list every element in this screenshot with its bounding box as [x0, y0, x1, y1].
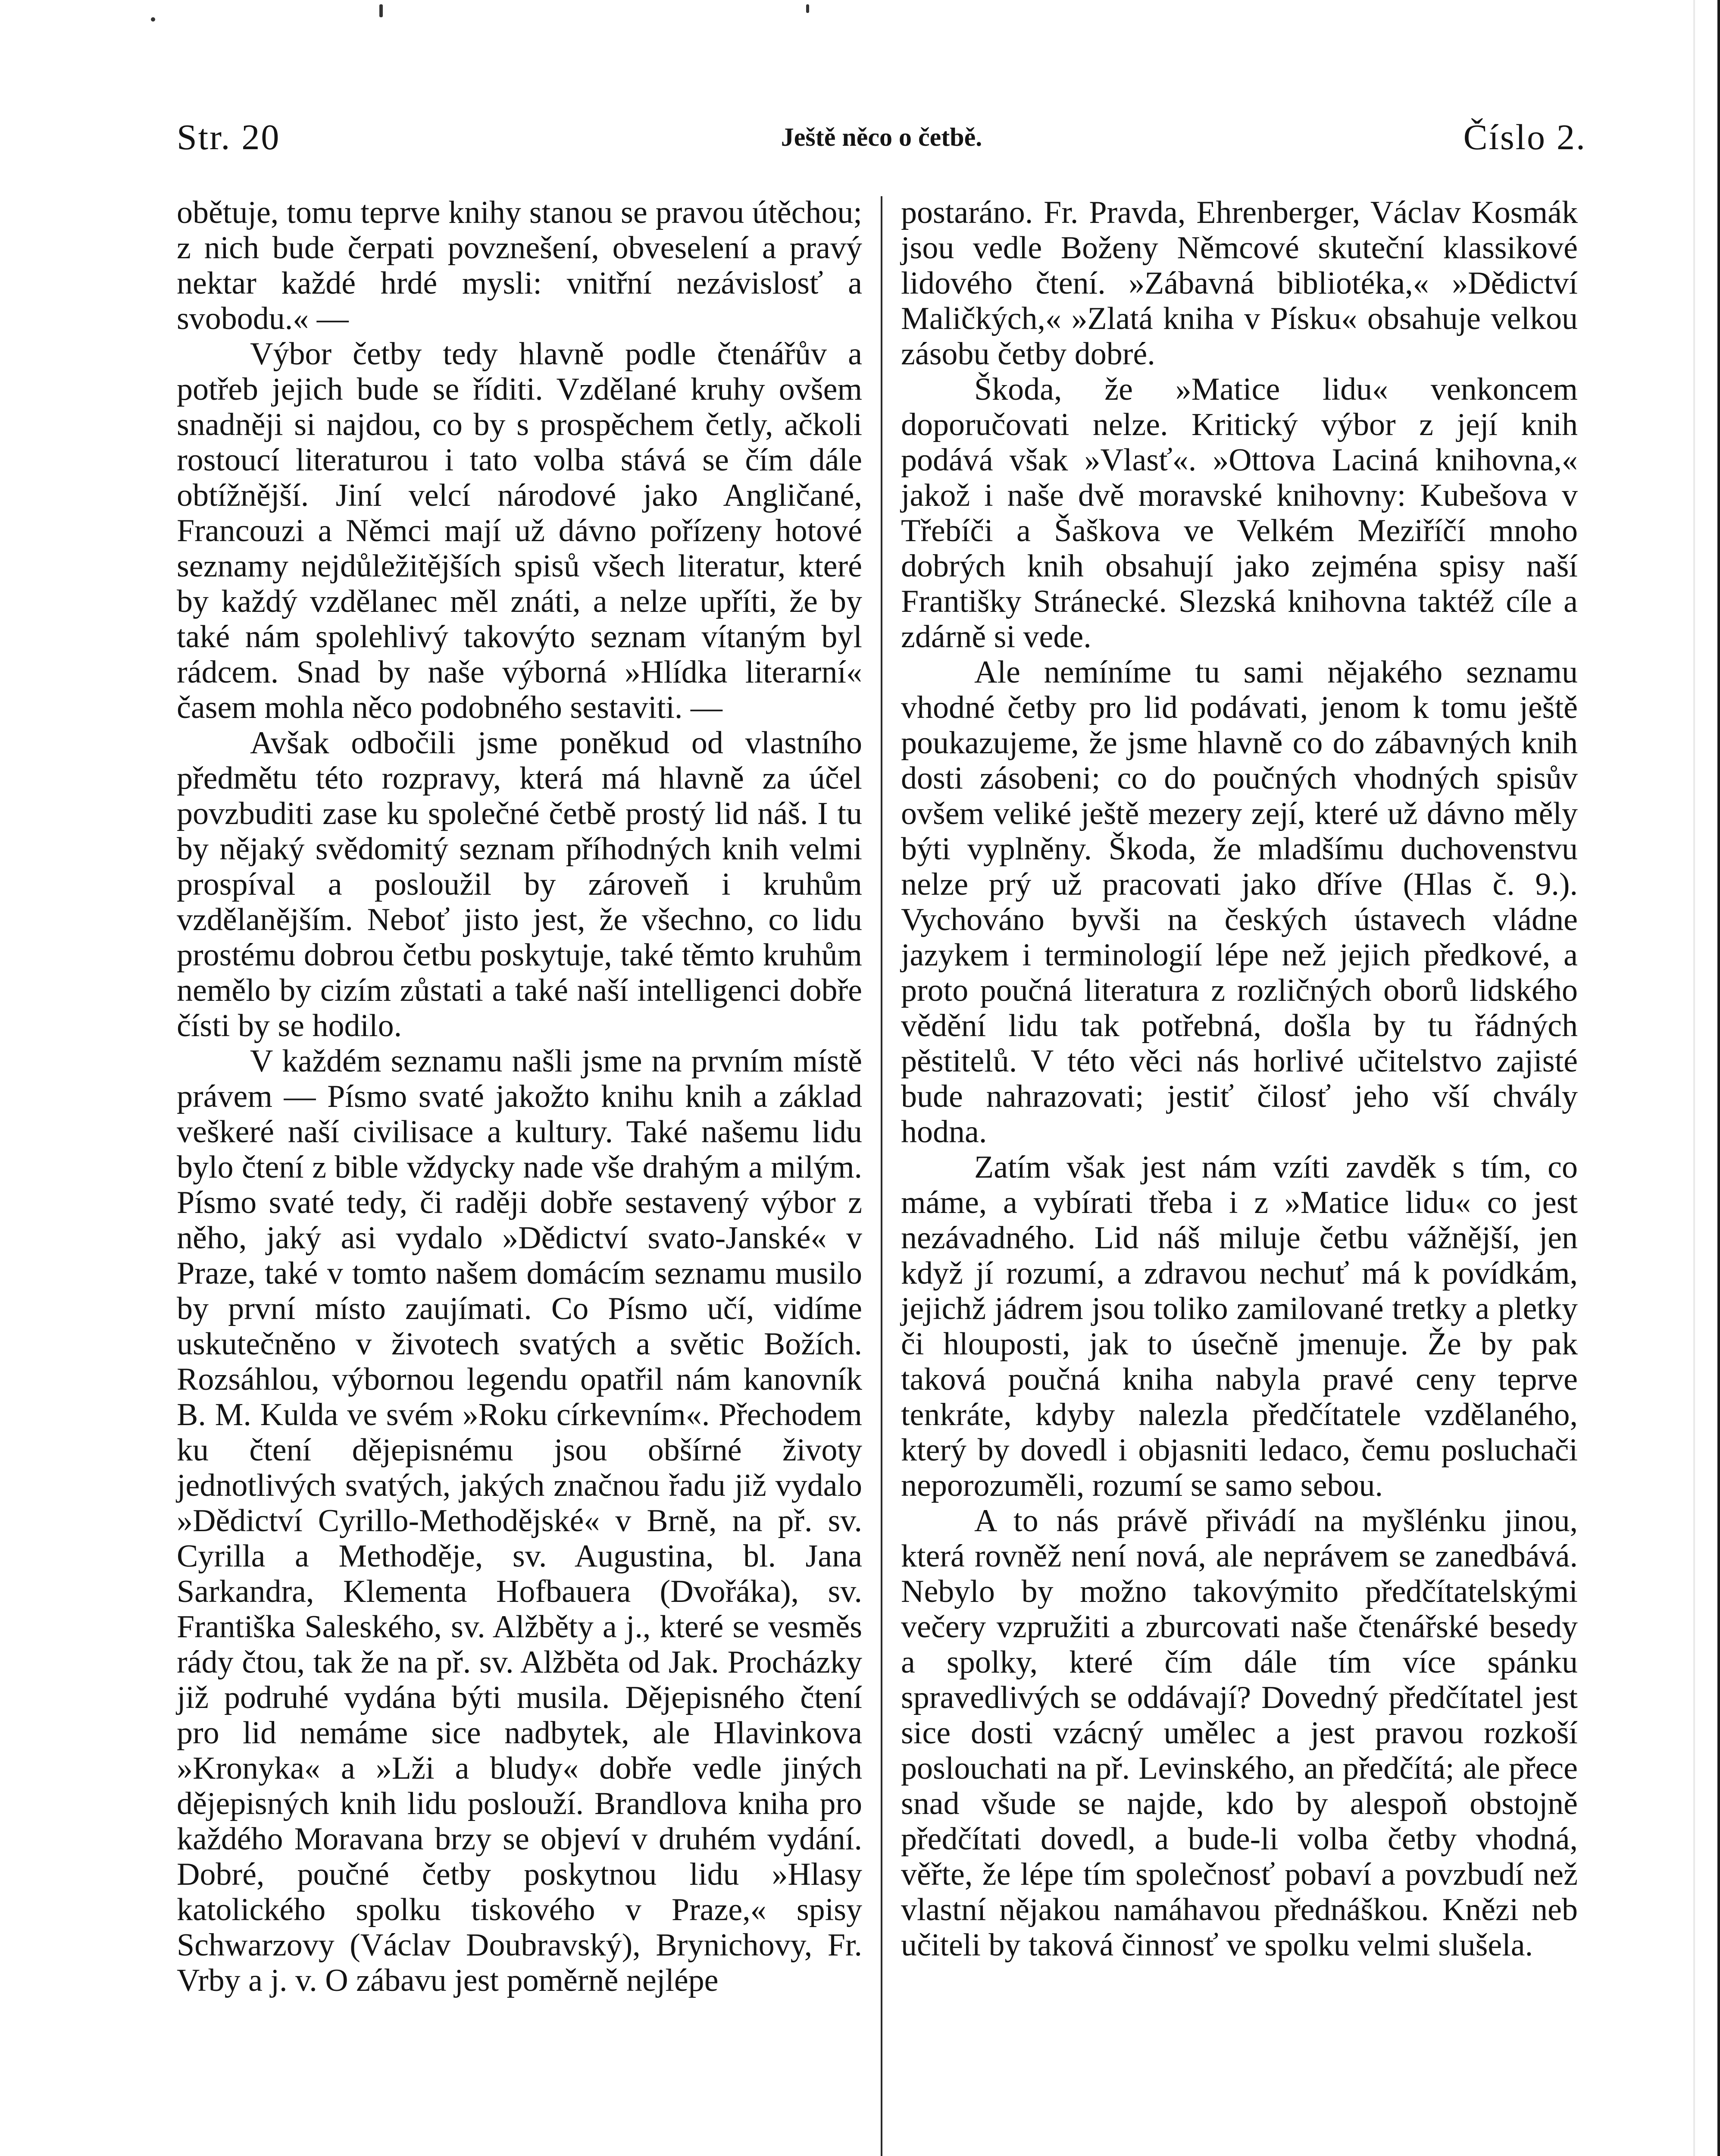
issue-number: Číslo 2.: [1463, 117, 1586, 157]
paragraph: Výbor četby tedy hlavně podle čtenářův a potřeb jejich bude se říditi. Vzdělané kruhy ovšem snadněji si najdou, co by s prospěchem četly, ačkoli rostoucí literaturou i tato volba stává se čím dále obtížnější. Jiní velcí národové jako Angličané, Francouzi a Němci mají už dávno pořízeny hotové seznamy nejdůležitějších spisů všech literatur, které by každý vzdělanec měl znáti, a nelze upříti, že by také nám spolehlivý takovýto seznam vítaným byl rádcem. Snad by naše výborná »Hlídka literarní« časem mohla něco podobného sestaviti. —: [177, 336, 862, 725]
running-title: Ještě něco o četbě.: [781, 123, 982, 151]
column-divider: [881, 196, 882, 2156]
paragraph: Ale nemíníme tu sami nějakého seznamu vhodné četby pro lid podávati, jenom k tomu ještě poukazujeme, že jsme hlavně co do zábavných knih dosti zásobeni; co do poučných vhodných spisův ovšem veliké ještě mezery zejí, které už dávno měly býti vyplněny. Škoda, že mladšímu duchovenstvu nelze prý už pracovati jako dříve (Hlas č. 9.). Vychováno byvši na českých ústavech vládne jazykem i terminologií lépe než jejich předkové, a proto poučná literatura z rozličných oborů lidského vědění lidu tak potřebná, došla by tu řádných pěstitelů. V této věci nás horlivé učitelstvo zajisté bude nahrazovati; jestiť čilosť jeho vší chvály hodna.: [901, 655, 1578, 1150]
page-header: [177, 116, 1586, 168]
paragraph: Škoda, že »Matice lidu« venkoncem doporučovati nelze. Kritický výbor z její knih podává však »Vlasť«. »Ottova Laciná knihovna,« jakož i naše dvě moravské knihovny: Kubešova v Třebíči a Šaškova ve Velkém Meziříčí mnoho dobrých knih obsahují jako zejména spisy naší Františky Stránecké. Slezská knihovna taktéž cíle a zdárně si vede.: [901, 372, 1578, 655]
paragraph: Zatím však jest nám vzíti zavděk s tím, co máme, a vybírati třeba i z »Matice lidu« co jest nezávadného. Lid náš miluje četbu vážnější, jen když jí rozumí, a zdravou nechuť má k povídkám, jejichž jádrem jsou toliko zamilované tretky a pletky či hlouposti, jak to úsečně jmenuje. Že by pak taková poučná kniha nabyla pravé ceny teprve tenkráte, kdyby nalezla předčítatele vzdělaného, který by dovedl i objasniti ledaco, čemu posluchači neporozuměli, rozumí se samo sebou.: [901, 1150, 1578, 1503]
left-column: [177, 195, 862, 1998]
paragraph: obětuje, tomu teprve knihy stanou se pravou útěchou; z nich bude čerpati povznešení, obveselení a pravý nektar každé hrdé mysli: vnitřní nezávislosť a svobodu.« —: [177, 195, 862, 336]
speck: [806, 4, 809, 13]
scan-border: [1717, 0, 1720, 2156]
speck: [379, 4, 383, 17]
speck: [151, 17, 155, 22]
paragraph: Avšak odbočili jsme poněkud od vlastního předmětu této rozpravy, která má hlavně za účel povzbuditi zase ku společné četbě prostý lid náš. I tu by nějaký svědomitý seznam příhodných knih velmi prospíval a posloužil by zároveň i kruhům vzdělanějším. Neboť jisto jest, že všechno, co lidu prostému dobrou četbu poskytuje, také těmto kruhům nemělo by cizím zůstati a také naší intelligenci dobře čísti by se hodilo.: [177, 725, 862, 1044]
paragraph: V každém seznamu našli jsme na prvním místě právem — Písmo svaté jakožto knihu knih a základ veškeré naší civilisace a kultury. Také našemu lidu bylo čtení z bible vždycky nade vše drahým a milým. Písmo svaté tedy, či raději dobře sestavený výbor z něho, jaký asi vydalo »Dědictví svato-Janské« v Praze, také v tomto našem domácím seznamu musilo by první místo zaujímati. Co Písmo učí, vidíme uskutečněno v životech svatých a světic Božích. Rozsáhlou, výbornou legendu opatřil nám kanovník B. M. Kulda ve svém »Roku církevním«. Přechodem ku čtení dějepisnému jsou obšírné životy jednotlivých svatých, jakých značnou řadu již vydalo »Dědictví Cyrillo-Methodějské« v Brně, na př. sv. Cyrilla a Methoděje, sv. Augustina, bl. Jana Sarkandra, Klementa Hofbauera (Dvořáka), sv. Františka Saleského, sv. Alžběty a j., které se vesměs rády čtou, tak že na př. sv. Alžběta od Jak. Procházky již podruhé vydána býti musila. Dějepisného čtení pro lid nemáme sice nadbytek, ale Hlavinkova »Kronyka« a »Lži a bludy« dobře vedle jiných dějepisných knih lidu poslouží. Brandlova kniha pro každého Moravana brzy se objeví v druhém vydání. Dobré, poučné četby poskytnou lidu »Hlasy katolického spolku tiskového v Praze,« spisy Schwarzovy (Václav Doubravský), Brynichovy, Fr. Vrby a j. v. O zábavu jest poměrně nejlépe: [177, 1044, 862, 1998]
scan-edge: [1693, 0, 1695, 2156]
paragraph: postaráno. Fr. Pravda, Ehrenberger, Václav Kosmák jsou vedle Boženy Němcové skuteční klassikové lidového čtení. »Zábavná bibliotéka,« »Dědictví Maličkých,« »Zlatá kniha v Písku« obsahuje velkou zásobu četby dobré.: [901, 195, 1578, 372]
page-number: Str. 20: [177, 117, 281, 157]
right-column: [901, 195, 1578, 1963]
paragraph: A to nás právě přivádí na myšlénku jinou, která rovněž není nová, ale neprávem se zanedbává. Nebylo by možno takovýmito předčítatelskými večery vzpružiti a zburcovati naše čtenářské besedy a spolky, které čím dále tím více spánku spravedlivých se oddávají? Dovedný předčítatel jest sice dosti vzácný umělec a jest pravou rozkoší poslouchati na př. Levinského, an předčítá; ale přece snad všude se najde, kdo by alespoň obstojně předčítati dovedl, a bude-li volba četby vhodná, věřte, že lépe tím společnosť pobaví a povzbudí než vlastní nějakou namáhavou přednáškou. Knězi neb učiteli by taková činnosť ve spolku velmi slušela.: [901, 1503, 1578, 1963]
